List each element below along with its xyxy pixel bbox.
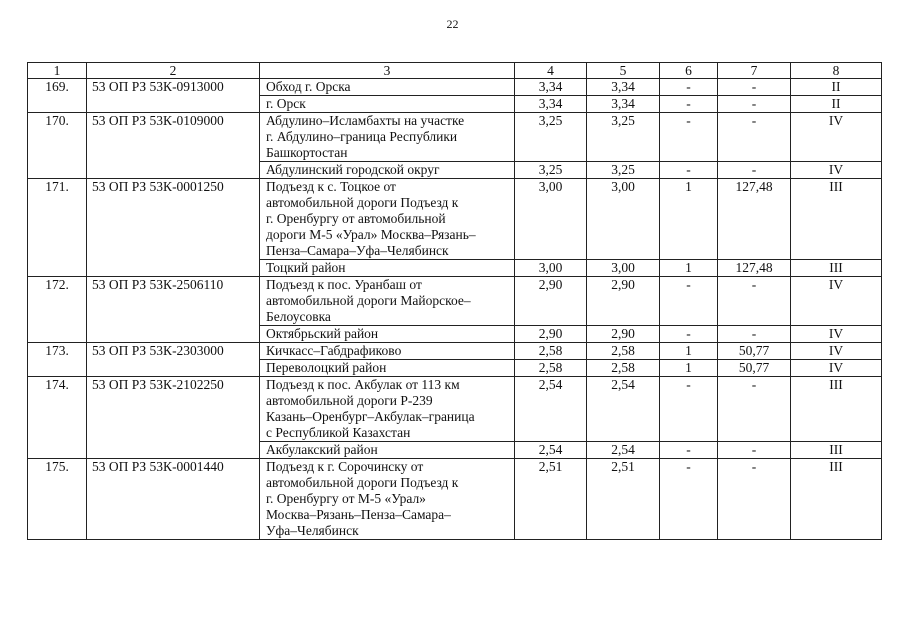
road-code: 53 ОП РЗ 53К-0001250	[87, 179, 260, 277]
road-name-line: г. Оренбургу от автомобильной	[266, 211, 446, 226]
header-row	[28, 63, 882, 79]
row-number: 172.	[28, 277, 87, 343]
cell-c4: 3,00	[515, 260, 587, 277]
cell-c6: -	[660, 377, 718, 442]
road-name-line: Подъезд к пос. Акбулак от 113 км	[266, 377, 460, 392]
road-name-line: Переволоцкий район	[266, 360, 387, 375]
road-code: 53 ОП РЗ 53К-0109000	[87, 113, 260, 179]
road-name-line: Подъезд к г. Сорочинску от	[266, 459, 424, 474]
cell-c5: 3,25	[587, 113, 660, 162]
cell-c8: II	[791, 96, 882, 113]
road-name	[260, 343, 515, 360]
cell-c4: 3,00	[515, 179, 587, 260]
table-row	[28, 343, 882, 360]
column-header: 2	[87, 63, 260, 79]
cell-c8: III	[791, 377, 882, 442]
row-number: 173.	[28, 343, 87, 377]
cell-c7: 127,48	[718, 260, 791, 277]
row-number: 171.	[28, 179, 87, 277]
road-name	[260, 377, 515, 442]
cell-c8: IV	[791, 326, 882, 343]
cell-c8: IV	[791, 360, 882, 377]
column-header: 7	[718, 63, 791, 79]
cell-c8: IV	[791, 162, 882, 179]
column-header: 5	[587, 63, 660, 79]
cell-c4: 2,58	[515, 360, 587, 377]
road-name-line: г. Абдулино–граница Республики	[266, 129, 458, 144]
road-name-line: Абдулино–Исламбахты на участке	[266, 113, 465, 128]
cell-c4: 3,34	[515, 79, 587, 96]
road-name-line: автомобильной дороги Майорское–	[266, 293, 471, 308]
cell-c5: 3,34	[587, 79, 660, 96]
cell-c7: -	[718, 113, 791, 162]
cell-c6: 1	[660, 343, 718, 360]
cell-c8: III	[791, 442, 882, 459]
cell-c6: -	[660, 113, 718, 162]
cell-c5: 2,58	[587, 343, 660, 360]
cell-c6: -	[660, 96, 718, 113]
cell-c5: 2,51	[587, 459, 660, 540]
cell-c6: -	[660, 79, 718, 96]
road-name-line: Пенза–Самара–Уфа–Челябинск	[266, 243, 449, 258]
cell-c4: 2,51	[515, 459, 587, 540]
road-name	[260, 277, 515, 326]
cell-c4: 2,90	[515, 277, 587, 326]
cell-c6: -	[660, 442, 718, 459]
cell-c6: 1	[660, 360, 718, 377]
cell-c7: -	[718, 326, 791, 343]
road-name	[260, 179, 515, 260]
cell-c6: 1	[660, 179, 718, 260]
cell-c5: 3,25	[587, 162, 660, 179]
cell-c7: 50,77	[718, 360, 791, 377]
cell-c4: 3,34	[515, 96, 587, 113]
column-header: 4	[515, 63, 587, 79]
cell-c5: 2,90	[587, 277, 660, 326]
road-name-line: автомобильной дороги Подъезд к	[266, 475, 459, 490]
table-row	[28, 459, 882, 540]
cell-c4: 2,90	[515, 326, 587, 343]
cell-c7: 127,48	[718, 179, 791, 260]
row-number: 175.	[28, 459, 87, 540]
row-number: 169.	[28, 79, 87, 113]
cell-c8: III	[791, 260, 882, 277]
table-row	[28, 179, 882, 260]
road-name-line: г. Оренбургу от М-5 «Урал»	[266, 491, 426, 506]
column-header: 3	[260, 63, 515, 79]
road-name-line: Обход г. Орска	[266, 79, 351, 94]
road-code: 53 ОП РЗ 53К-0913000	[87, 79, 260, 113]
cell-c7: -	[718, 96, 791, 113]
table-row	[28, 113, 882, 162]
cell-c5: 2,54	[587, 377, 660, 442]
cell-c4: 2,54	[515, 442, 587, 459]
cell-c8: II	[791, 79, 882, 96]
cell-c6: -	[660, 326, 718, 343]
cell-c4: 3,25	[515, 113, 587, 162]
cell-c5: 3,00	[587, 260, 660, 277]
road-name	[260, 459, 515, 540]
cell-c5: 3,34	[587, 96, 660, 113]
cell-c8: III	[791, 459, 882, 540]
road-name-line: г. Орск	[266, 96, 306, 111]
cell-c4: 2,58	[515, 343, 587, 360]
road-name-line: Кичкасс–Габдрафиково	[266, 343, 402, 358]
cell-c7: -	[718, 459, 791, 540]
road-name-line: дороги М-5 «Урал» Москва–Рязань–	[266, 227, 476, 242]
column-header: 1	[28, 63, 87, 79]
road-name-line: Москва–Рязань–Пенза–Самара–	[266, 507, 451, 522]
road-name-line: Акбулакский район	[266, 442, 378, 457]
road-code: 53 ОП РЗ 53К-2102250	[87, 377, 260, 459]
page-number: 22	[446, 17, 459, 31]
road-name	[260, 113, 515, 162]
table-row	[28, 377, 882, 442]
cell-c5: 2,58	[587, 360, 660, 377]
cell-c7: -	[718, 377, 791, 442]
cell-c7: -	[718, 442, 791, 459]
road-name	[260, 79, 515, 96]
road-name-line: Казань–Оренбург–Акбулак–граница	[266, 409, 475, 424]
road-name-line: Абдулинский городской округ	[266, 162, 440, 177]
table-row	[28, 277, 882, 326]
cell-c4: 2,54	[515, 377, 587, 442]
road-code: 53 ОП РЗ 53К-2303000	[87, 343, 260, 377]
row-number: 170.	[28, 113, 87, 179]
cell-c6: -	[660, 459, 718, 540]
cell-c8: IV	[791, 113, 882, 162]
road-name-line: Белоусовка	[266, 309, 331, 324]
cell-c7: -	[718, 277, 791, 326]
cell-c6: 1	[660, 260, 718, 277]
road-name	[260, 442, 515, 459]
cell-c8: IV	[791, 277, 882, 326]
row-number: 174.	[28, 377, 87, 459]
cell-c7: 50,77	[718, 343, 791, 360]
cell-c8: IV	[791, 343, 882, 360]
road-name-line: Тоцкий район	[266, 260, 346, 275]
road-name-line: автомобильной дороги Подъезд к	[266, 195, 459, 210]
cell-c7: -	[718, 79, 791, 96]
road-name-line: Башкортостан	[266, 145, 348, 160]
table-row	[28, 79, 882, 96]
column-header: 6	[660, 63, 718, 79]
roads-table	[27, 62, 882, 540]
column-header: 8	[791, 63, 882, 79]
cell-c5: 2,90	[587, 326, 660, 343]
road-name	[260, 260, 515, 277]
road-code: 53 ОП РЗ 53К-2506110	[87, 277, 260, 343]
road-name	[260, 96, 515, 113]
cell-c7: -	[718, 162, 791, 179]
road-name-line: Уфа–Челябинск	[266, 523, 359, 538]
road-name-line: с Республикой Казахстан	[266, 425, 411, 440]
cell-c6: -	[660, 162, 718, 179]
cell-c4: 3,25	[515, 162, 587, 179]
table-body	[28, 79, 882, 540]
road-name-line: Подъезд к пос. Уранбаш от	[266, 277, 422, 292]
road-name	[260, 360, 515, 377]
road-name-line: Октябрьский район	[266, 326, 379, 341]
cell-c6: -	[660, 277, 718, 326]
road-name-line: автомобильной дороги Р-239	[266, 393, 433, 408]
road-code: 53 ОП РЗ 53К-0001440	[87, 459, 260, 540]
cell-c5: 3,00	[587, 179, 660, 260]
road-name-line: Подъезд к с. Тоцкое от	[266, 179, 396, 194]
cell-c5: 2,54	[587, 442, 660, 459]
road-name	[260, 326, 515, 343]
cell-c8: III	[791, 179, 882, 260]
road-name	[260, 162, 515, 179]
